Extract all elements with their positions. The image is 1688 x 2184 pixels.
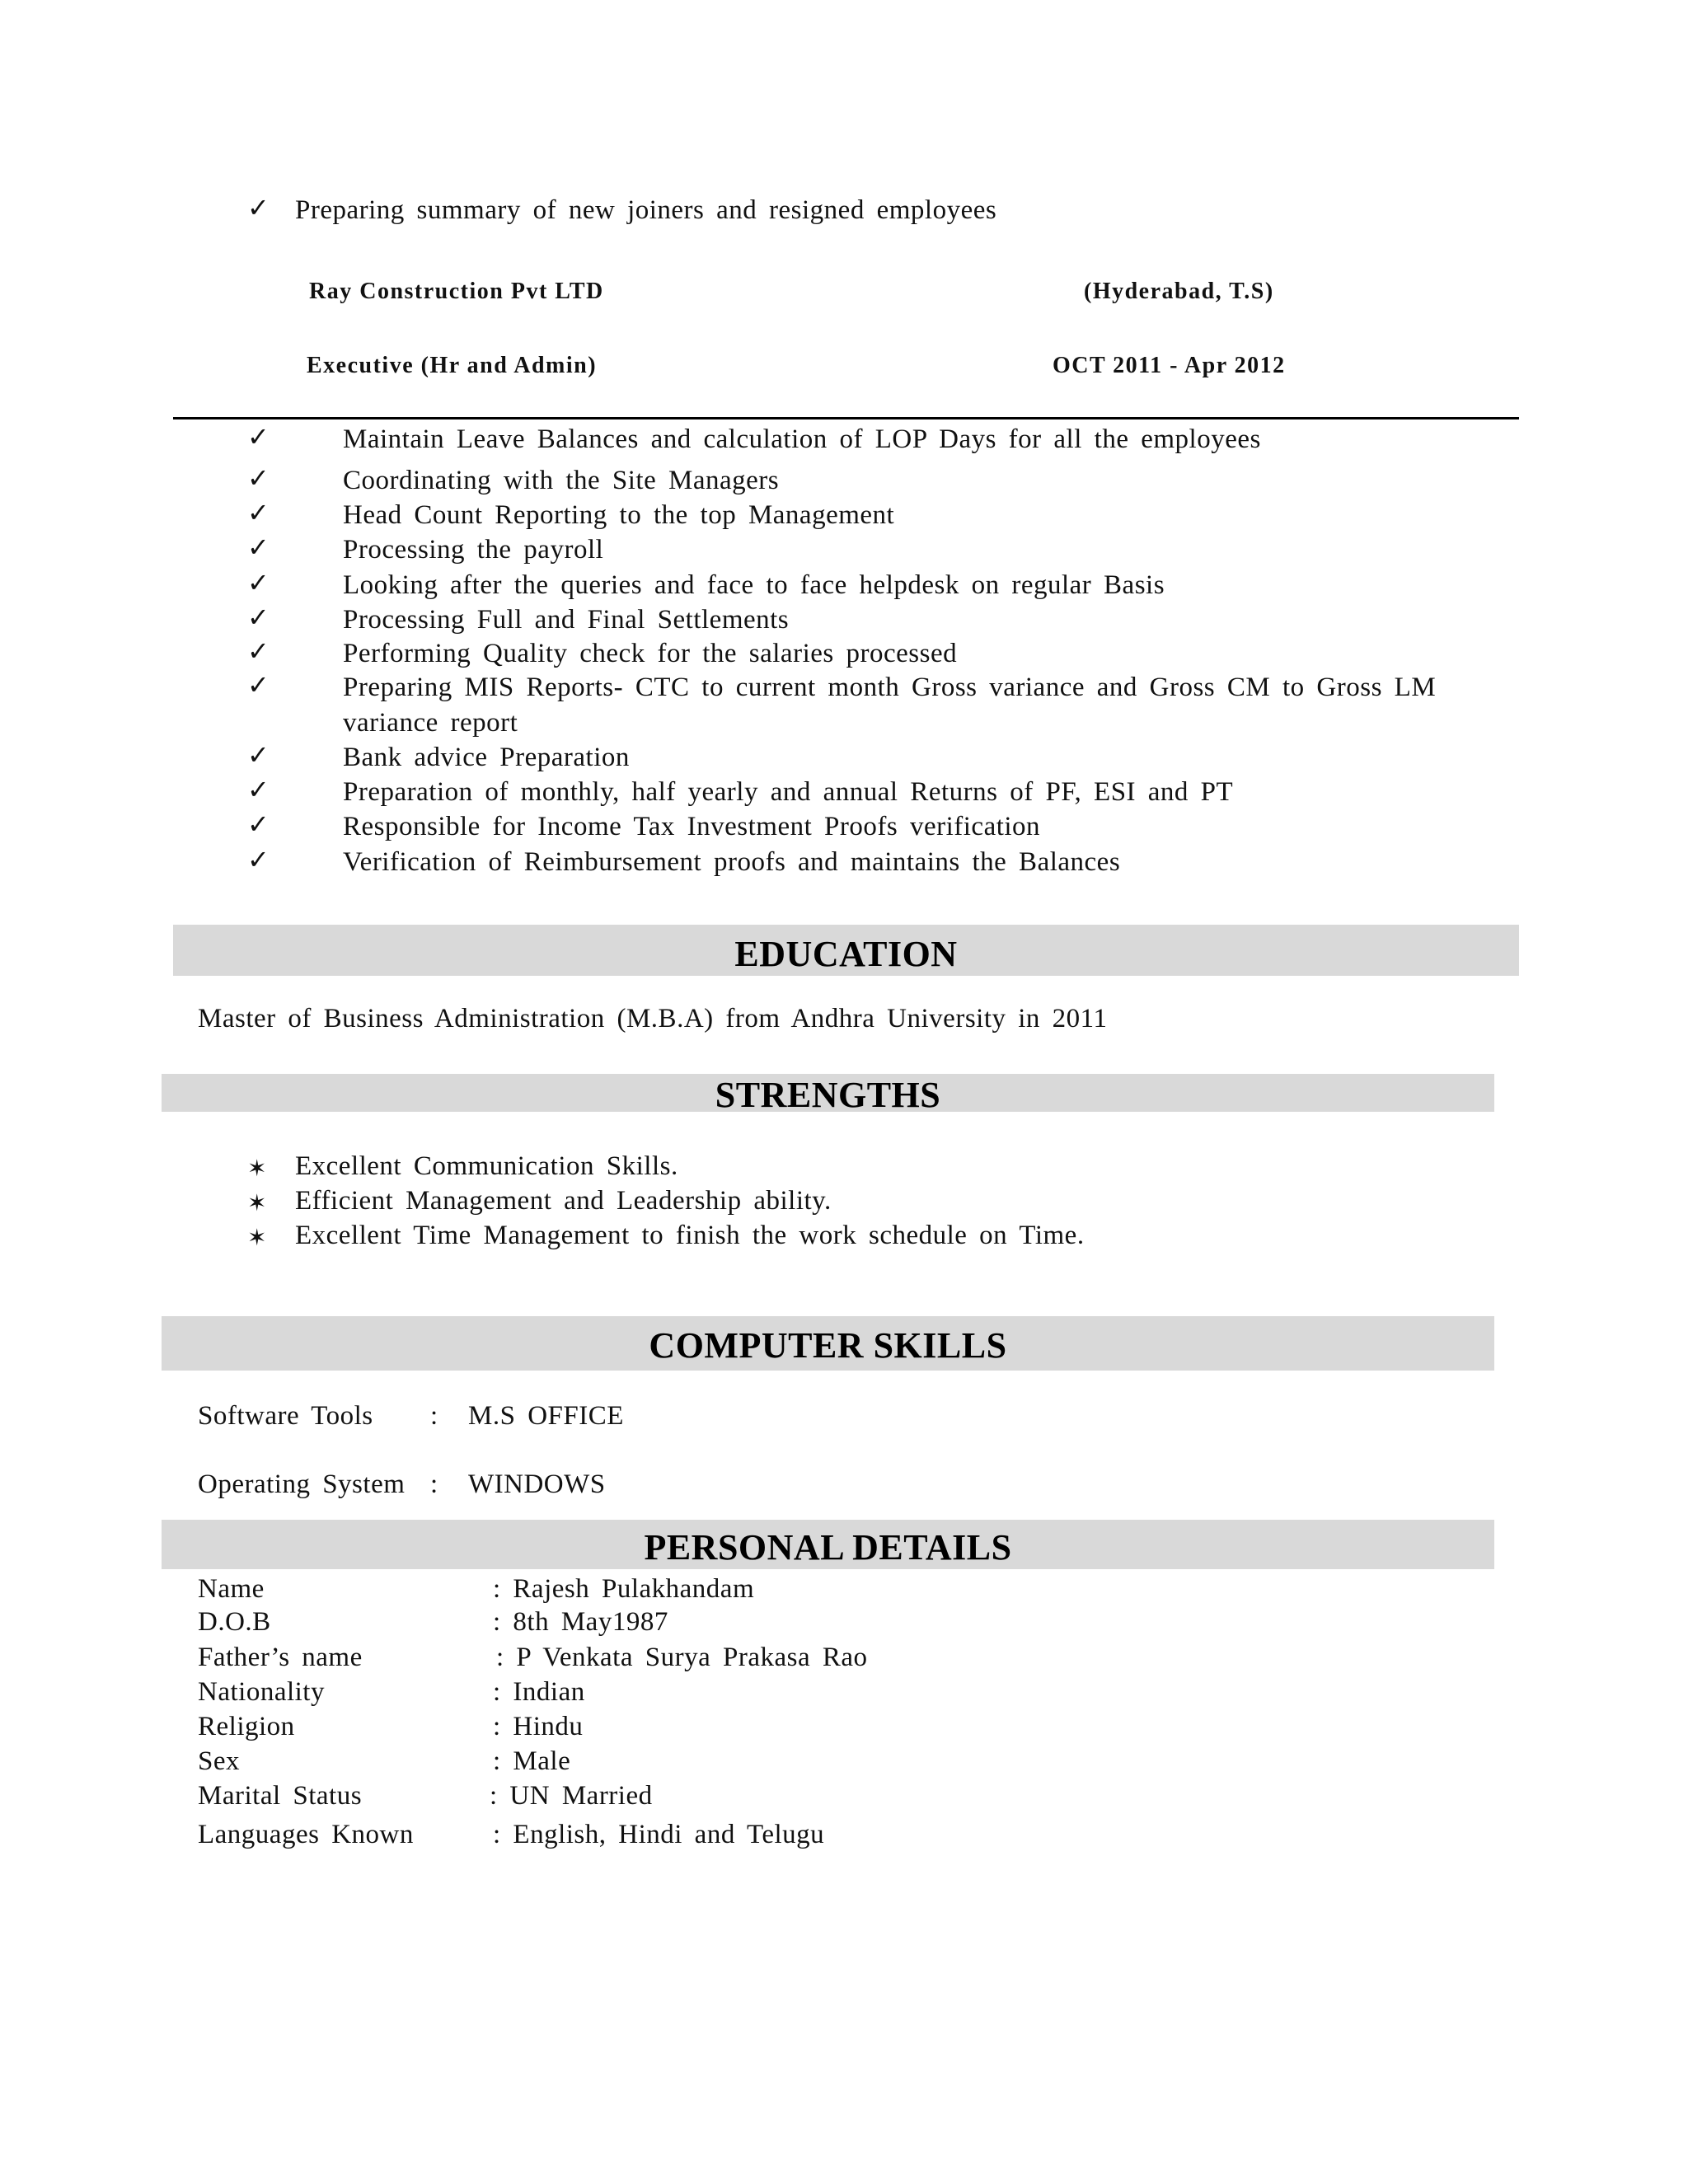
checkmark-icon: ✓ xyxy=(247,567,270,598)
duty-item: Looking after the queries and face to face helpdesk on regular Basis xyxy=(343,570,1165,600)
duty-item: Maintain Leave Balances and calculation of LOP Days for all the employees xyxy=(343,424,1261,454)
company-name: Ray Construction Pvt LTD xyxy=(309,279,604,304)
personal-value-marital-status: : UN Married xyxy=(490,1781,653,1811)
operating-system-value: WINDOWS xyxy=(468,1469,606,1499)
strength-item: Excellent Communication Skills. xyxy=(295,1151,678,1181)
personal-label-languages: Languages Known xyxy=(198,1820,414,1849)
strength-item: Excellent Time Management to finish the work schedule on Time. xyxy=(295,1221,1085,1250)
personal-value-fathers-name: : P Venkata Surya Prakasa Rao xyxy=(496,1643,868,1672)
software-tools-label: Software Tools xyxy=(198,1401,373,1431)
duty-item: Bank advice Preparation xyxy=(343,743,630,772)
checkmark-icon: ✓ xyxy=(247,844,270,875)
duty-item: Verification of Reimbursement proofs and maintains the Balances xyxy=(343,847,1121,877)
checkmark-icon: ✓ xyxy=(247,462,270,494)
personal-value-religion: : Hindu xyxy=(493,1712,584,1741)
checkmark-icon: ✓ xyxy=(247,192,270,223)
star-bullet-icon: ✶ xyxy=(247,1224,267,1251)
duty-item: Performing Quality check for the salaries processed xyxy=(343,639,958,668)
personal-label-dob: D.O.B xyxy=(198,1607,271,1637)
duty-item: Processing the payroll xyxy=(343,535,604,565)
software-tools-value: M.S OFFICE xyxy=(468,1401,624,1431)
operating-system-separator: : xyxy=(430,1469,438,1499)
checkmark-icon: ✓ xyxy=(247,497,270,528)
operating-system-label: Operating System xyxy=(198,1469,406,1499)
personal-label-nationality: Nationality xyxy=(198,1677,325,1707)
company-location: (Hyderabad, T.S) xyxy=(1084,279,1274,304)
checkmark-icon: ✓ xyxy=(247,602,270,633)
checkmark-icon: ✓ xyxy=(247,739,270,771)
personal-label-religion: Religion xyxy=(198,1712,295,1741)
strength-item: Efficient Management and Leadership ability. xyxy=(295,1186,832,1216)
personal-label-name: Name xyxy=(198,1574,265,1604)
personal-label-sex: Sex xyxy=(198,1746,240,1776)
personal-value-name: : Rajesh Pulakhandam xyxy=(493,1574,755,1604)
duty-item-continuation: variance report xyxy=(343,708,518,738)
education-heading: EDUCATION xyxy=(734,934,958,974)
job-role: Executive (Hr and Admin) xyxy=(307,353,598,378)
personal-value-dob: : 8th May1987 xyxy=(493,1607,668,1637)
personal-label-fathers-name: Father’s name xyxy=(198,1643,363,1672)
education-text: Master of Business Administration (M.B.A) from Andhra University in 2011 xyxy=(198,1004,1108,1033)
checkmark-icon: ✓ xyxy=(247,421,270,452)
job-period: OCT 2011 - Apr 2012 xyxy=(1053,353,1286,378)
star-bullet-icon: ✶ xyxy=(247,1189,267,1216)
computer-skills-heading-band xyxy=(162,1316,1494,1371)
checkmark-icon: ✓ xyxy=(247,774,270,805)
personal-value-sex: : Male xyxy=(493,1746,571,1776)
star-bullet-icon: ✶ xyxy=(247,1155,267,1182)
duty-item: Preparation of monthly, half yearly and annual Returns of PF, ESI and PT xyxy=(343,777,1234,807)
checkmark-icon: ✓ xyxy=(247,808,270,840)
checkmark-icon: ✓ xyxy=(247,669,270,701)
duty-item: Head Count Reporting to the top Management xyxy=(343,500,895,530)
software-tools-separator: : xyxy=(430,1401,438,1431)
personal-value-languages: : English, Hindi and Telugu xyxy=(493,1820,825,1849)
duty-item: Processing Full and Final Settlements xyxy=(343,605,790,635)
personal-details-heading-band xyxy=(162,1520,1494,1569)
personal-label-marital-status: Marital Status xyxy=(198,1781,363,1811)
top-bullet-text: Preparing summary of new joiners and resigned employees xyxy=(295,195,997,225)
duty-item: Responsible for Income Tax Investment Proofs verification xyxy=(343,812,1041,841)
checkmark-icon: ✓ xyxy=(247,532,270,563)
strengths-heading: STRENGTHS xyxy=(715,1075,941,1115)
personal-value-nationality: : Indian xyxy=(493,1677,585,1707)
duty-item: Coordinating with the Site Managers xyxy=(343,466,780,495)
section-divider xyxy=(173,417,1519,419)
strengths-heading-band xyxy=(162,1074,1494,1115)
computer-skills-heading: COMPUTER SKILLS xyxy=(649,1325,1007,1366)
education-heading-band xyxy=(173,925,1519,976)
duty-item: Preparing MIS Reports- CTC to current month Gross variance and Gross CM to Gross LM xyxy=(343,673,1437,702)
personal-details-heading: PERSONAL DETAILS xyxy=(644,1527,1012,1568)
checkmark-icon: ✓ xyxy=(247,635,270,667)
